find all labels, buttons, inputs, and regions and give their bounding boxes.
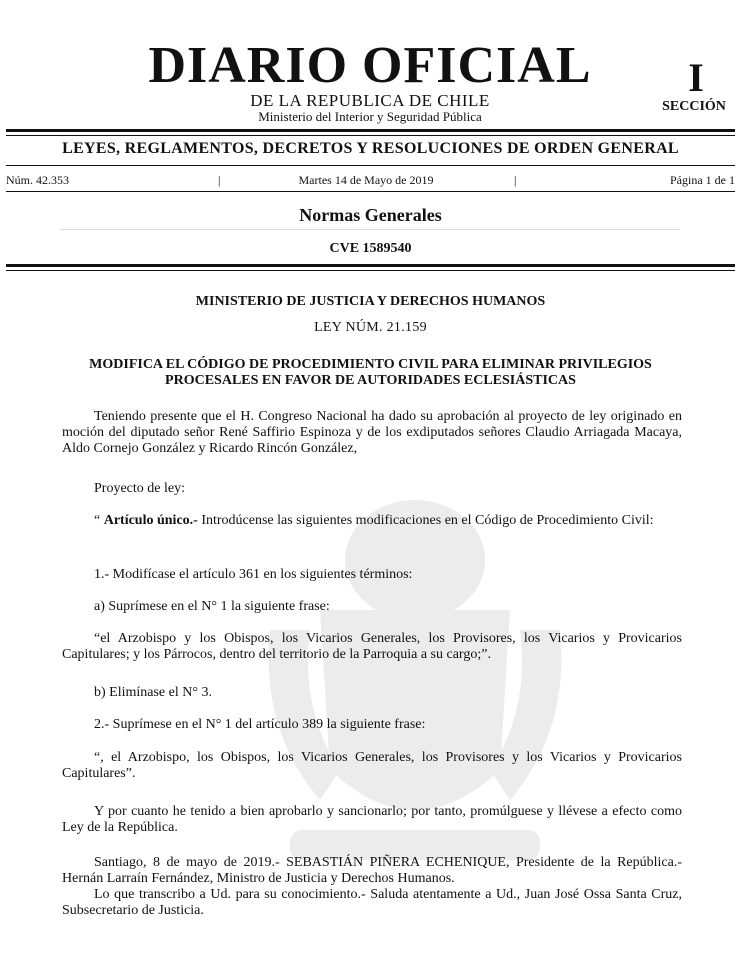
paragraph-quote-1: “el Arzobispo y los Obispos, los Vicarios Generales, los Provisores, los Vicarios y Provicarios Capitulares; y los Párrocos, dentro del territorio de la Parroquia a su cargo;”.	[62, 631, 682, 662]
issue-number: Núm. 42.353	[6, 173, 69, 187]
divider	[60, 229, 680, 230]
category-heading: LEYES, REGLAMENTOS, DECRETOS Y RESOLUCIONES DE ORDEN GENERAL	[62, 140, 679, 157]
divider	[6, 191, 735, 192]
page-indicator: Página 1 de 1	[670, 173, 735, 187]
section-number: I	[688, 55, 704, 100]
issuing-ministry: MINISTERIO DE JUSTICIA Y DERECHOS HUMANOS	[195, 294, 546, 309]
ministry-line: Ministerio del Interior y Seguridad Pública	[258, 109, 482, 124]
section-label: SECCIÓN	[662, 99, 726, 114]
paragraph-item-2: 2.- Suprímese en el N° 1 del artículo 389 la siguiente frase:	[94, 717, 426, 732]
newspaper-subtitle: DE LA REPUBLICA DE CHILE	[250, 91, 490, 110]
separator: |	[514, 173, 517, 187]
separator: |	[218, 173, 221, 187]
divider	[6, 135, 735, 136]
paragraph-closing: Lo que transcribo a Ud. para su conocimiento.- Saluda atentamente a Ud., Juan José Ossa Santa Cruz, Subsecretario de Justicia.	[62, 887, 682, 918]
divider	[6, 270, 735, 271]
article-label: Artículo único.-	[103, 513, 198, 528]
article-text: Introdúcense las siguientes modificaciones en el Código de Procedimiento Civil:	[197, 513, 654, 528]
divider	[6, 165, 735, 166]
cve-code: CVE 1589540	[329, 241, 412, 256]
paragraph-article	[62, 513, 682, 529]
paragraph-proyecto: Proyecto de ley:	[94, 481, 185, 496]
paragraph-promulgation: Y por cuanto he tenido a bien aprobarlo y sancionarlo; por tanto, promúlguese y llévese a efecto como Ley de la República.	[62, 804, 682, 835]
paragraph-quote-2: “, el Arzobispo, los Obispos, los Vicarios Generales, los Provisores y los Vicarios y Provicarios Capitulares”.	[62, 750, 682, 781]
divider	[6, 264, 735, 267]
law-number: LEY NÚM. 21.159	[314, 320, 427, 335]
masthead	[0, 38, 741, 128]
paragraph-item-1b: b) Elimínase el N° 3.	[94, 685, 212, 700]
section-heading: Normas Generales	[299, 205, 442, 225]
law-title: MODIFICA EL CÓDIGO DE PROCEDIMIENTO CIVIL PARA ELIMINAR PRIVILEGIOS PROCESALES EN FAVOR DE AUTORIDADES ECLESIÁSTICAS	[89, 357, 652, 388]
paragraph-signature: Santiago, 8 de mayo de 2019.- SEBASTIÁN PIÑERA ECHENIQUE, Presidente de la República.- Hernán Larraín Fernández, Ministro de Justicia y Derechos Humanos.	[62, 855, 682, 886]
paragraph-item-1a: a) Suprímese en el N° 1 la siguiente frase:	[94, 599, 330, 614]
paragraph-intro: Teniendo presente que el H. Congreso Nacional ha dado su aprobación al proyecto de ley originado en moción del diputado señor René Saffirio Espinoza y de los exdiputados señores Claudio Arriagada Macaya, Aldo Cornejo González y Ricardo Rincón González,	[62, 409, 682, 456]
newspaper-title: DIARIO OFICIAL	[148, 37, 592, 94]
issue-date: Martes 14 de Mayo de 2019	[298, 173, 434, 187]
article-open-quote: “	[94, 513, 104, 528]
issue-info-bar	[6, 172, 735, 188]
divider	[6, 129, 735, 132]
paragraph-item-1: 1.- Modifícase el artículo 361 en los siguientes términos:	[94, 567, 413, 582]
